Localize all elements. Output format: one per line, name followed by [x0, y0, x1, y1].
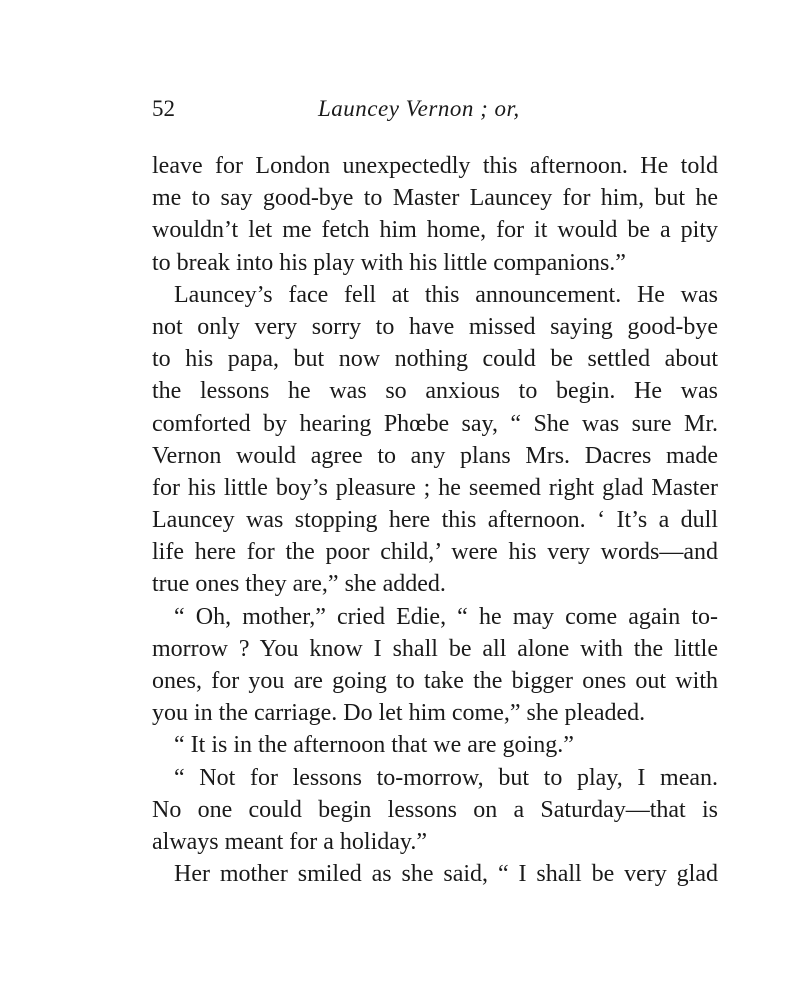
text-line: not only very sorry to have missed saying good-bye: [152, 313, 718, 340]
text-line: to break into his play with his little companions.”: [152, 249, 626, 276]
text-line: true ones they are,” she added.: [152, 571, 446, 598]
text-line: life here for the poor child,’ were his very words—and: [152, 539, 718, 566]
text-line: No one could begin lessons on a Saturday—that is: [152, 796, 718, 823]
text-line: Launcey was stopping here this afternoon. ‘ It’s a dull: [152, 507, 718, 534]
paragraph-start-line: Launcey’s face fell at this announcement. He was: [174, 281, 718, 308]
text-line: comforted by hearing Phœbe say, “ She was sure Mr.: [152, 410, 718, 437]
paragraph-start-line: “ It is in the afternoon that we are going.”: [174, 732, 574, 759]
paragraph-start-line: “ Oh, mother,” cried Edie, “ he may come again to-: [174, 603, 718, 630]
page-number: 52: [152, 96, 175, 121]
text-line: you in the carriage. Do let him come,” she pleaded.: [152, 700, 646, 727]
text-line: always meant for a holiday.”: [152, 828, 428, 855]
running-title: Launcey Vernon ; or,: [318, 96, 520, 121]
text-line: to his papa, but now nothing could be settled about: [152, 346, 718, 373]
text-line: Vernon would agree to any plans Mrs. Dacres made: [152, 442, 718, 469]
paragraph-start-line: Her mother smiled as she said, “ I shall be very glad: [174, 861, 718, 888]
text-line: me to say good-bye to Master Launcey for him, but he: [152, 185, 718, 212]
text-line: morrow ? You know I shall be all alone with the little: [152, 635, 718, 662]
running-head: [152, 96, 718, 130]
text-line: ones, for you are going to take the bigger ones out with: [152, 668, 718, 694]
paragraph-start-line: “ Not for lessons to-morrow, but to play, I mean.: [174, 764, 718, 791]
text-line: for his little boy’s pleasure ; he seemed right glad Master: [152, 474, 718, 501]
body-text: [152, 150, 718, 890]
text-line: wouldn’t let me fetch him home, for it would be a pity: [152, 217, 718, 244]
text-line: the lessons he was so anxious to begin. He was: [152, 378, 718, 405]
text-line: leave for London unexpectedly this afternoon. He told: [152, 153, 718, 179]
